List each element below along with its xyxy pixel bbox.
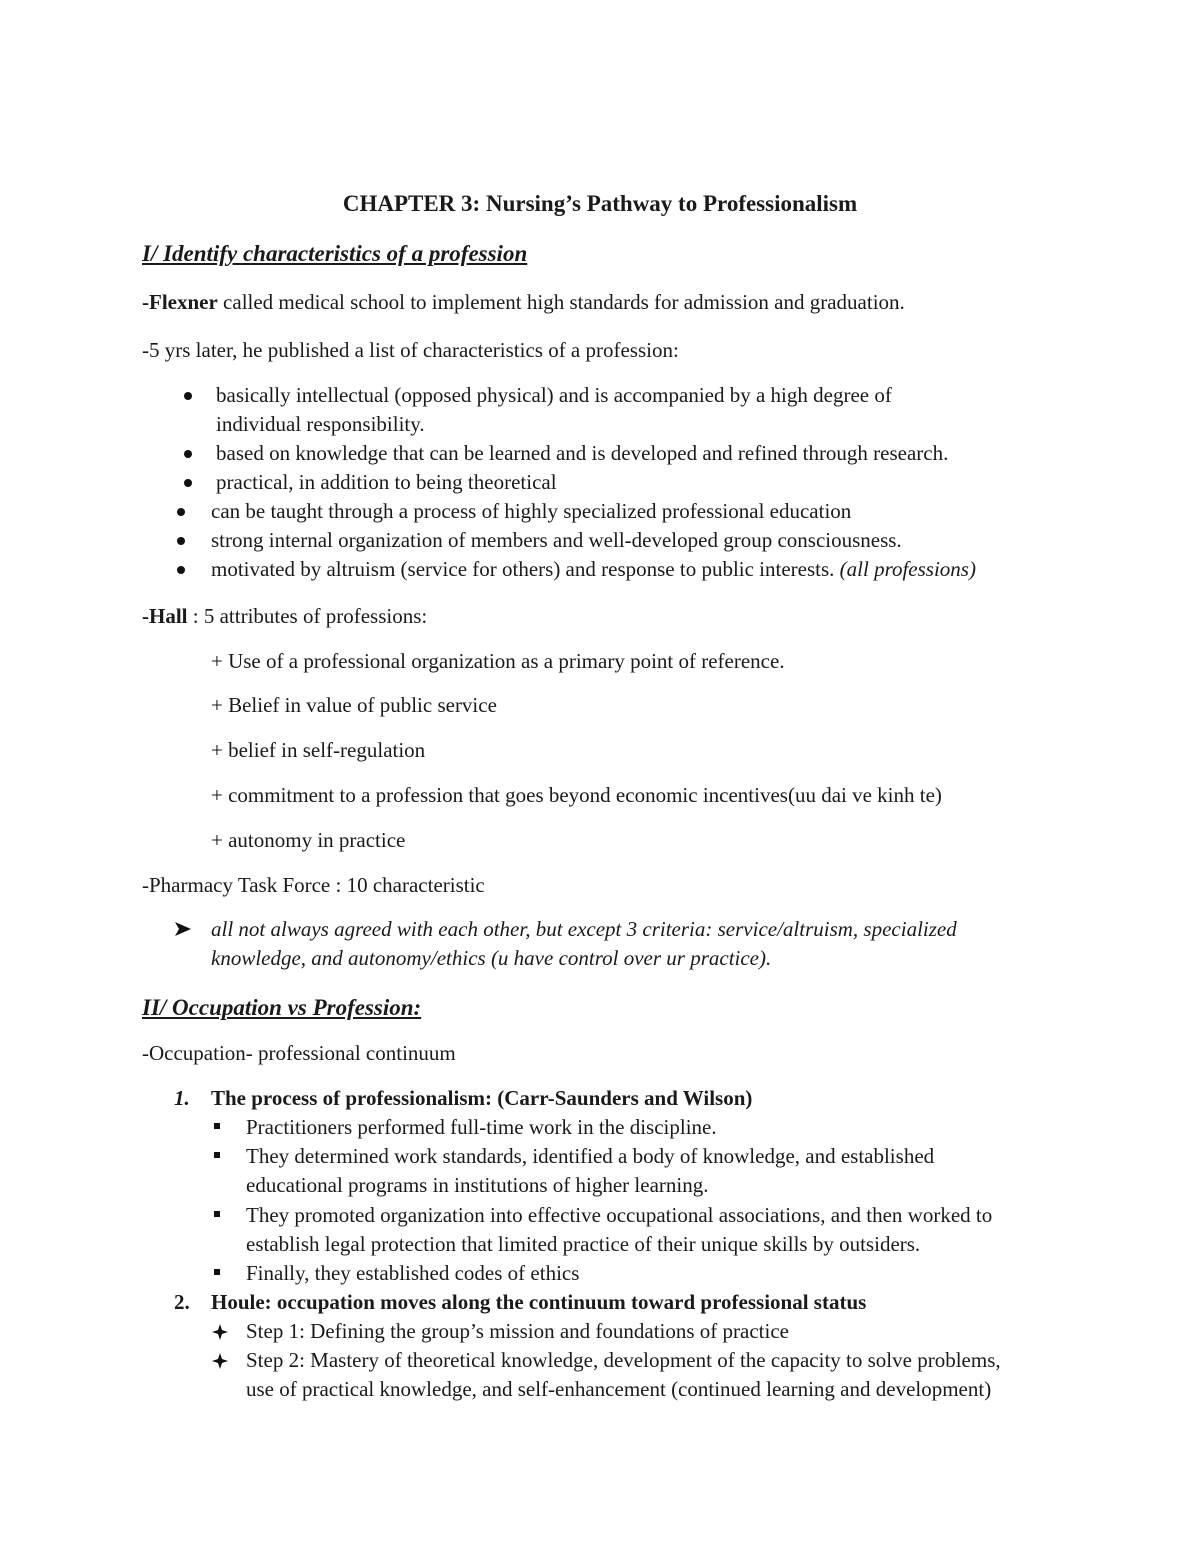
hall-item: + belief in self-regulation <box>211 738 426 762</box>
diamond-bullet-icon <box>212 1353 228 1369</box>
hall-paragraph <box>142 604 427 629</box>
bullet-dot <box>177 537 185 545</box>
diamond-bullet-icon <box>212 1324 228 1340</box>
square-bullet <box>214 1211 220 1217</box>
step-item: Step 2: Mastery of theoretical knowledge, development of the capacity to solve problems, <box>246 1348 1001 1372</box>
hall-item: + autonomy in practice <box>211 828 406 852</box>
step-item-continued: use of practical knowledge, and self-enhancement (continued learning and development) <box>246 1377 992 1401</box>
bullet-item: based on knowledge that can be learned and is developed and refined through research. <box>216 441 949 465</box>
sub-bullet-item: Finally, they established codes of ethics <box>246 1261 580 1285</box>
bullet-item: practical, in addition to being theoretical <box>216 470 557 494</box>
hall-text: : 5 attributes of professions: <box>187 604 428 628</box>
list-intro: -5 yrs later, he published a list of characteristics of a profession: <box>142 338 679 362</box>
hall-item: + Use of a professional organization as a primary point of reference. <box>211 649 785 673</box>
bullet-item: can be taught through a process of highly specialized professional education <box>211 499 852 523</box>
list-number-2: 2. <box>174 1290 190 1314</box>
bullet-item: strong internal organization of members and well-developed group consciousness. <box>211 528 902 552</box>
square-bullet <box>214 1152 220 1158</box>
bullet-dot <box>177 508 185 516</box>
bullet-item: basically intellectual (opposed physical) and is accompanied by a high degree of <box>216 383 892 407</box>
arrow-bullet-icon <box>174 921 192 937</box>
bullet-note: (all professions) <box>839 557 976 581</box>
sub-bullet-item-continued: establish legal protection that limited practice of their unique skills by outsiders. <box>246 1232 921 1256</box>
section-2-heading: II/ Occupation vs Profession: <box>142 995 422 1020</box>
bullet-dot <box>184 479 192 487</box>
arrow-item-continued: knowledge, and autonomy/ethics (u have control over ur practice). <box>211 946 772 970</box>
flexner-paragraph <box>142 290 905 315</box>
hall-item: + commitment to a profession that goes beyond economic incentives(uu dai ve kinh te) <box>211 783 942 807</box>
list-number-1: 1. <box>174 1086 190 1110</box>
bullet-dot <box>184 392 192 400</box>
bullet-text: motivated by altruism (service for others) and response to public interests. <box>211 557 840 581</box>
step-item: Step 1: Defining the group’s mission and foundations of practice <box>246 1319 789 1343</box>
section-1-heading: I/ Identify characteristics of a profession <box>142 241 528 266</box>
item-2-title: Houle: occupation moves along the continuum toward professional status <box>211 1290 867 1314</box>
occupation-intro: -Occupation- professional continuum <box>142 1041 456 1065</box>
square-bullet <box>214 1123 220 1129</box>
arrow-item: all not always agreed with each other, but except 3 criteria: service/altruism, specialized <box>211 917 957 941</box>
bullet-item-continued: individual responsibility. <box>216 412 425 436</box>
sub-bullet-item: Practitioners performed full-time work in the discipline. <box>246 1115 717 1139</box>
sub-bullet-item: They promoted organization into effective occupational associations, and then worked to <box>246 1203 993 1227</box>
sub-bullet-item-continued: educational programs in institutions of higher learning. <box>246 1173 709 1197</box>
bullet-item <box>211 557 976 582</box>
item-1-title: The process of professionalism: (Carr-Saunders and Wilson) <box>211 1086 753 1110</box>
page-title: CHAPTER 3: Nursing’s Pathway to Professionalism <box>342 191 858 216</box>
bullet-dot <box>184 450 192 458</box>
bullet-dot <box>177 566 185 574</box>
sub-bullet-item: They determined work standards, identified a body of knowledge, and established <box>246 1144 935 1168</box>
pharmacy-paragraph: -Pharmacy Task Force : 10 characteristic <box>142 873 485 897</box>
flexner-text: called medical school to implement high standards for admission and graduation. <box>217 290 905 314</box>
flexner-name: -Flexner <box>142 290 218 314</box>
hall-name: -Hall <box>142 604 188 628</box>
square-bullet <box>214 1269 220 1275</box>
hall-item: + Belief in value of public service <box>211 693 497 717</box>
